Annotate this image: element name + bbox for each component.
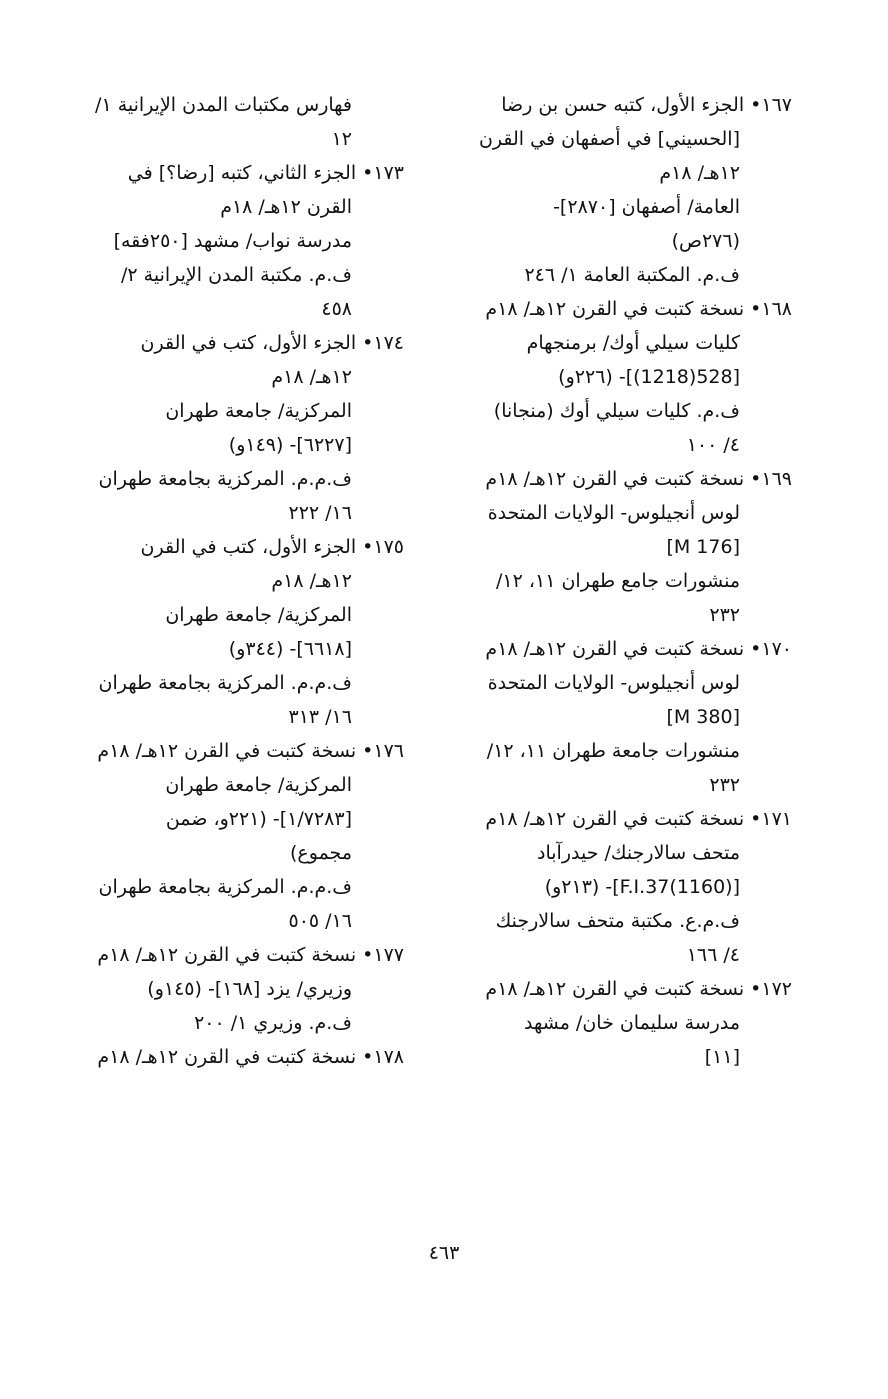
entry-first-line: ١٧١• نسخة كتبت في القرن ١٢هـ/ ١٨م [485, 808, 792, 830]
entry-line: مجموع) [290, 842, 352, 864]
entry-line: ف.م. المكتبة العامة ١/ ٢٤٦ [524, 264, 740, 286]
entry-line: مدرسة نواب/ مشهد [٢٥٠فقه] [113, 230, 352, 252]
entry-line: ف.م.م. المركزية بجامعة طهران [98, 468, 352, 490]
entry-line: ف.م. مكتبة المدن الإيرانية ٢/ [121, 264, 352, 286]
entry-line: ٢٣٢ [709, 604, 740, 626]
entry-first-line: ١٧٥• الجزء الأول، كتب في القرن [140, 536, 404, 558]
entry-line: فهارس مكتبات المدن الإيرانية ١/ [95, 94, 352, 116]
entry-line: العامة/ أصفهان [٢٨٧٠]- [553, 196, 740, 218]
entry-line: ١٦/ ٥٠٥ [288, 910, 352, 932]
entry-line: [الحسيني] في أصفهان في القرن [478, 128, 740, 150]
entry-first-line: ١٧٣• الجزء الثاني، كتبه [رضا؟] في [127, 162, 404, 184]
entry-line: منشورات جامعة طهران ١١، ١٢/ [486, 740, 740, 762]
entry-first-line: ١٧٧• نسخة كتبت في القرن ١٢هـ/ ١٨م [97, 944, 404, 966]
entry-first-line: ١٦٨• نسخة كتبت في القرن ١٢هـ/ ١٨م [485, 298, 792, 320]
entry-first-line: ١٧٠• نسخة كتبت في القرن ١٢هـ/ ١٨م [485, 638, 792, 660]
entry-line: ف.م.م. المركزية بجامعة طهران [98, 672, 352, 694]
entry-line: ف.م.ع. مكتبة متحف سالارجنك [495, 910, 740, 932]
entry-line: ١٦/ ٣١٣ [288, 706, 352, 728]
entry-line: ٢٣٢ [709, 774, 740, 796]
entry-line: [٦٦١٨]- (٣٤٤و) [228, 638, 352, 660]
entry-line: ٤/ ١٠٠ [686, 434, 740, 456]
entry-first-line: ١٧٢• نسخة كتبت في القرن ١٢هـ/ ١٨م [485, 978, 792, 1000]
entry-line: [528(1218)]- (٢٢٦و) [558, 366, 740, 388]
entry-line: ٤/ ١٦٦ [686, 944, 740, 966]
entry-line: لوس أنجيلوس- الولايات المتحدة [487, 672, 740, 694]
entry-line: المركزية/ جامعة طهران [165, 774, 352, 796]
page-number: ٤٦٣ [428, 1242, 460, 1264]
entry-line: المركزية/ جامعة طهران [165, 400, 352, 422]
entry-first-line: ١٦٩• نسخة كتبت في القرن ١٢هـ/ ١٨م [485, 468, 792, 490]
entry-first-line: ١٦٧• الجزء الأول، كتبه حسن بن رضا [501, 94, 792, 116]
entry-line: (٢٧٦ص) [671, 230, 740, 252]
entry-line: ١٦/ ٢٢٢ [288, 502, 352, 524]
entry-line: ١٢ [331, 128, 352, 150]
entry-line: كليات سيلي أوك/ برمنجهام [526, 332, 740, 354]
entry-line: ف.م. وزيري ١/ ٢٠٠ [194, 1012, 352, 1034]
entry-line: ١٢هـ/ ١٨م [659, 162, 740, 184]
entry-line: المركزية/ جامعة طهران [165, 604, 352, 626]
entry-line: القرن ١٢هـ/ ١٨م [220, 196, 352, 218]
entry-first-line: ١٧٤• الجزء الأول، كتب في القرن [140, 332, 404, 354]
entry-first-line: ١٧٦• نسخة كتبت في القرن ١٢هـ/ ١٨م [97, 740, 404, 762]
left-column [76, 88, 404, 1074]
entry-line: [٦٢٢٧]- (١٤٩و) [228, 434, 352, 456]
entry-first-line: ١٧٨• نسخة كتبت في القرن ١٢هـ/ ١٨م [97, 1046, 404, 1068]
entry-line: متحف سالارجنك/ حيدرآباد [537, 842, 740, 864]
entry-line: [١١] [704, 1046, 740, 1068]
entry-line: ١٢هـ/ ١٨م [271, 366, 352, 388]
entry-line: [M 380] [666, 706, 740, 728]
entry-line: [١/٧٢٨٣]- (٢٢١و، ضمن [165, 808, 352, 830]
entry-line: ١٢هـ/ ١٨م [271, 570, 352, 592]
entry-line: وزيري/ يزد [١٦٨]- (١٤٥و) [147, 978, 352, 1000]
entry-line: لوس أنجيلوس- الولايات المتحدة [487, 502, 740, 524]
entry-line: [M 176] [666, 536, 740, 558]
entry-line: ف.م.م. المركزية بجامعة طهران [98, 876, 352, 898]
entry-line: منشورات جامع طهران ١١، ١٢/ [496, 570, 740, 592]
entry-line: مدرسة سليمان خان/ مشهد [524, 1012, 740, 1034]
entry-line: ف.م. كليات سيلي أوك (منجانا) [493, 400, 740, 422]
right-column [460, 88, 792, 1074]
entry-line: [(1160)F.I.37]- (٢١٣و) [544, 876, 740, 898]
entry-line: ٤٥٨ [321, 298, 352, 320]
